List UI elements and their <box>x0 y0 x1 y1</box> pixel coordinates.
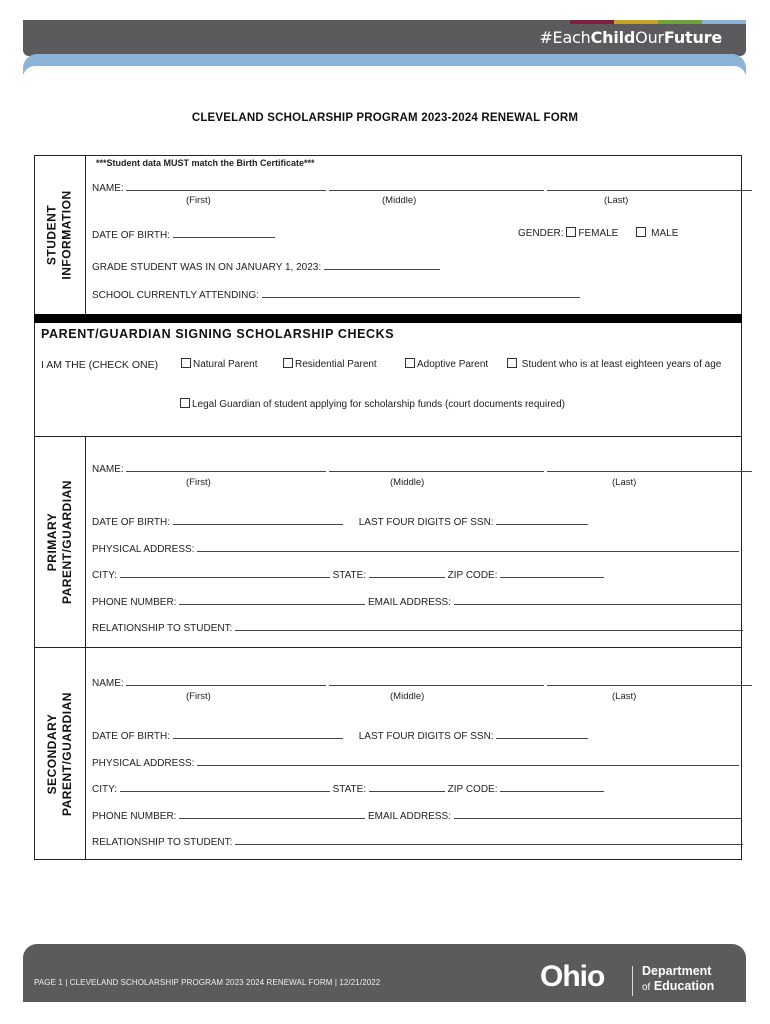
student-gender-field: GENDER: FEMALE MALE <box>518 228 679 239</box>
primary-relationship-field[interactable]: RELATIONSHIP TO STUDENT: <box>92 622 743 634</box>
adoptive-parent-checkbox[interactable] <box>405 358 415 368</box>
logo-divider <box>632 966 633 996</box>
adult-student-checkbox[interactable] <box>507 358 517 368</box>
student-first-hint: (First) <box>186 195 211 206</box>
student-side-label: STUDENT INFORMATION <box>34 155 86 315</box>
primary-address-field[interactable]: PHYSICAL ADDRESS: <box>92 543 739 555</box>
signing-heading: PARENT/GUARDIAN SIGNING SCHOLARSHIP CHECKS <box>41 327 395 341</box>
residential-parent-checkbox[interactable] <box>283 358 293 368</box>
student-school-field[interactable]: SCHOOL CURRENTLY ATTENDING: <box>92 289 580 301</box>
student-name-field[interactable]: NAME: <box>92 182 752 194</box>
primary-phone-field[interactable]: PHONE NUMBER: EMAIL ADDRESS: <box>92 596 742 608</box>
natural-parent-checkbox[interactable] <box>181 358 191 368</box>
department-logo: Department of Education <box>642 964 715 993</box>
primary-dob-field[interactable]: DATE OF BIRTH: LAST FOUR DIGITS OF SSN: <box>92 516 588 528</box>
residential-parent-option[interactable]: Residential Parent <box>283 358 377 370</box>
hashtag-logo: #EachChildOurFuture <box>539 28 722 47</box>
ohio-logo: Ohio <box>540 960 605 993</box>
student-dob-field[interactable]: DATE OF BIRTH: <box>92 229 275 241</box>
student-last-hint: (Last) <box>604 195 629 206</box>
header-bar <box>23 20 746 56</box>
secondary-relationship-field[interactable]: RELATIONSHIP TO STUDENT: <box>92 836 743 848</box>
female-checkbox[interactable] <box>566 227 576 237</box>
color-stripes <box>23 20 746 24</box>
secondary-first-hint: (First) <box>186 691 211 702</box>
primary-last-hint: (Last) <box>612 477 637 488</box>
check-one-label: I AM THE (CHECK ONE) <box>41 359 159 371</box>
secondary-name-field[interactable]: NAME: <box>92 677 752 689</box>
secondary-side-label: SECONDARY PARENT/GUARDIAN <box>34 647 86 860</box>
male-checkbox[interactable] <box>636 227 646 237</box>
footer-bar <box>23 944 746 1002</box>
primary-name-field[interactable]: NAME: <box>92 463 752 475</box>
primary-city-field[interactable]: CITY: STATE: ZIP CODE: <box>92 569 604 581</box>
legal-guardian-option[interactable]: Legal Guardian of student applying for scholarship funds (court documents required) <box>180 398 565 410</box>
adoptive-parent-option[interactable]: Adoptive Parent <box>405 358 488 370</box>
secondary-city-field[interactable]: CITY: STATE: ZIP CODE: <box>92 783 604 795</box>
adult-student-option[interactable]: Student who is at least eighteen years of age <box>507 358 721 370</box>
primary-side-label: PRIMARY PARENT/GUARDIAN <box>34 436 86 648</box>
student-middle-hint: (Middle) <box>382 195 417 206</box>
secondary-last-hint: (Last) <box>612 691 637 702</box>
legal-guardian-checkbox[interactable] <box>180 398 190 408</box>
secondary-middle-hint: (Middle) <box>390 691 425 702</box>
primary-middle-hint: (Middle) <box>390 477 425 488</box>
student-grade-field[interactable]: GRADE STUDENT WAS IN ON JANUARY 1, 2023: <box>92 261 440 273</box>
secondary-phone-field[interactable]: PHONE NUMBER: EMAIL ADDRESS: <box>92 810 742 822</box>
primary-first-hint: (First) <box>186 477 211 488</box>
natural-parent-option[interactable]: Natural Parent <box>181 358 257 370</box>
section-divider-bar <box>34 314 742 323</box>
student-note: ***Student data MUST match the Birth Certificate*** <box>96 158 315 168</box>
secondary-address-field[interactable]: PHYSICAL ADDRESS: <box>92 757 739 769</box>
footer-page-text: PAGE 1 | CLEVELAND SCHOLARSHIP PROGRAM 2023 2024 RENEWAL FORM | 12/21/2022 <box>34 978 381 987</box>
secondary-dob-field[interactable]: DATE OF BIRTH: LAST FOUR DIGITS OF SSN: <box>92 730 588 742</box>
form-title: CLEVELAND SCHOLARSHIP PROGRAM 2023-2024 RENEWAL FORM <box>191 112 579 124</box>
